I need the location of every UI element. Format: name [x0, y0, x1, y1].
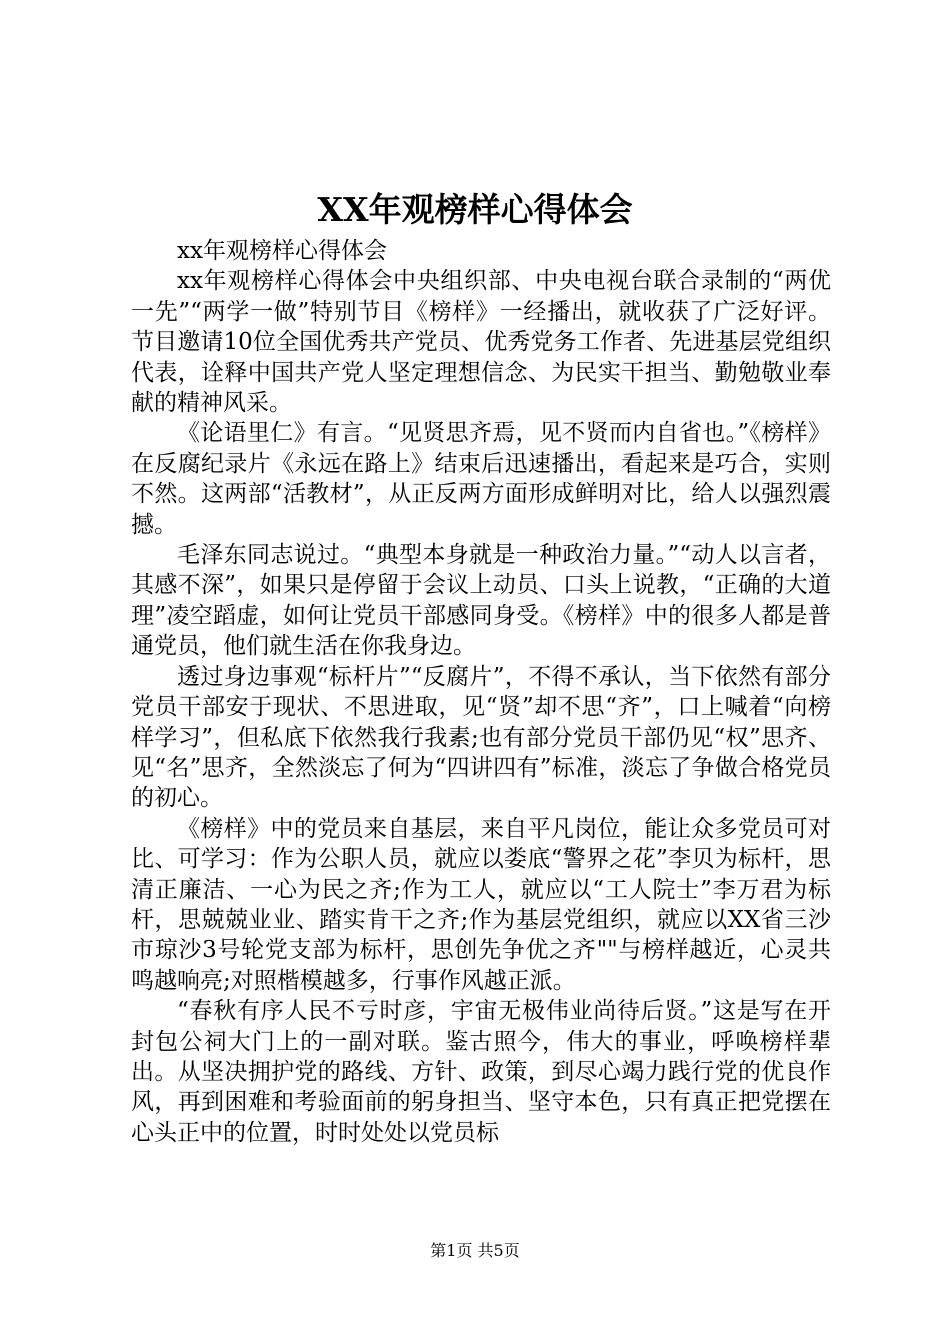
body-paragraph: 《论语里仁》有言。“见贤思齐焉，见不贤而内自省也。”《榜样》在反腐纪录片《永远在路上》结束后迅速播出，看起来是巧合，实则不然。这两部“活教材”，从正反两方面形成鲜明对比，给人以强烈震撼。: [131, 420, 831, 538]
body-paragraph: 毛泽东同志说过。“典型本身就是一种政治力量。”“动人以言者，其感不深”，如果只是停留于会议上动员、口头上说教，“正确的大道理”凌空蹈虚，如何让党员干部感同身受。《榜样》中的很多人都是普通党员，他们就生活在你我身边。: [131, 542, 831, 660]
document-title: XX年观榜样心得体会: [317, 190, 633, 229]
body-paragraph: 透过身边事观“标杆片”“反腐片”，不得不承认，当下依然有部分党员干部安于现状、不思进取，见“贤”却不思“齐”，口上喊着“向榜样学习”，但私底下依然我行我素;也有部分党员干部仍见“权”思齐、见“名”思齐，全然淡忘了何为“四讲四有”标准，淡忘了争做合格党员的初心。: [131, 663, 831, 812]
page-footer: [0, 1241, 950, 1261]
page-indicator: 第1页 共5页: [430, 1241, 520, 1260]
document-subtitle: xx年观榜样心得体会: [177, 238, 387, 264]
body-paragraph: xx年观榜样心得体会中央组织部、中央电视台联合录制的“两优一先”“两学一做”特别节目《榜样》一经播出，就收获了广泛好评。节目邀请10位全国优秀共产党员、优秀党务工作者、先进基层党组织代表，诠释中国共产党人坚定理想信念、为民实干担当、勤勉敬业奉献的精神风采。: [131, 268, 831, 417]
document-body: [131, 236, 831, 1148]
body-paragraph: 《榜样》中的党员来自基层，来自平凡岗位，能让众多党员可对比、可学习：作为公职人员，就应以娄底“警界之花”李贝为标杆，思清正廉洁、一心为民之齐;作为工人，就应以“工人院士”李万君为标杆，思兢兢业业、踏实肯干之齐;作为基层党组织，就应以XX省三沙市琼沙3号轮党支部为标杆，思创先争优之齐""与榜样越近，心灵共鸣越响亮;对照楷模越多，行事作风越正派。: [131, 815, 831, 994]
body-paragraph: “春秋有序人民不亏时彦，宇宙无极伟业尚待后贤。”这是写在开封包公祠大门上的一副对联。鉴古照今，伟大的事业，呼唤榜样辈出。从坚决拥护党的路线、方针、政策，到尽心竭力践行党的优良作风，再到困难和考验面前的躬身担当、坚守本色，只有真正把党摆在心头正中的位置，时时处处以党员标: [131, 998, 831, 1146]
